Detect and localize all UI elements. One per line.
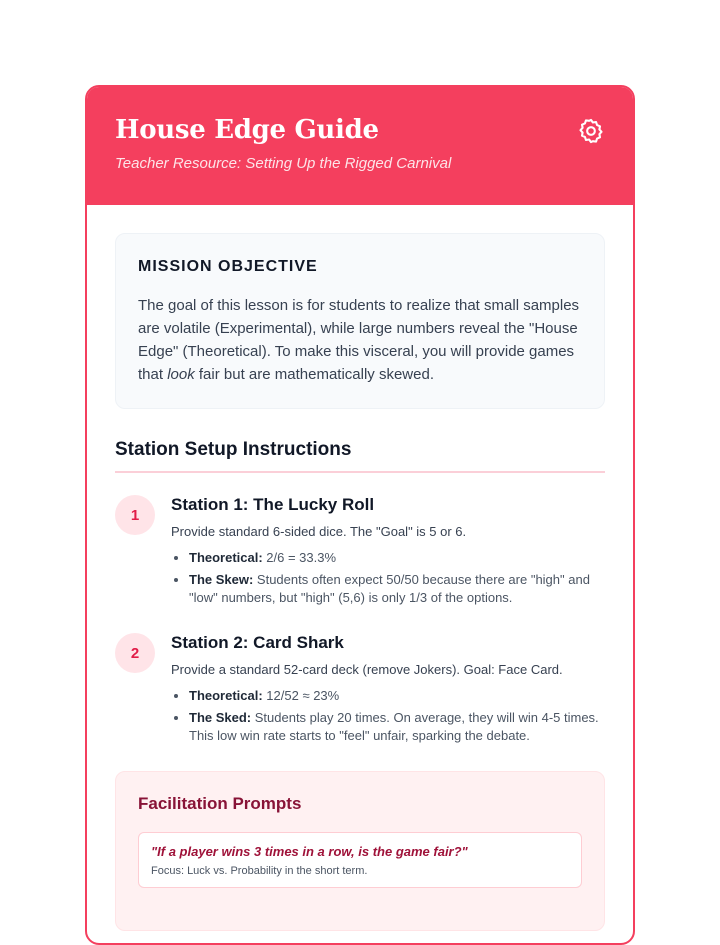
prompt-focus: Focus: Luck vs. Probability in the short term. xyxy=(151,865,368,877)
objective-text: The goal of this lesson is for students to realize that small samples are volatile (Experimental), while large numbers reveal the "House Edge" (Theoretical). To make this visceral, you will provide games that look fair but are mathematically skewed. xyxy=(138,297,580,383)
objective-heading: MISSION OBJECTIVE xyxy=(138,258,318,275)
list-item: • Theoretical: 12/52 ≈ 23% xyxy=(189,687,605,705)
station-number-badge: 2 xyxy=(115,633,155,673)
mission-objective-panel xyxy=(115,233,605,409)
station-title: Station 2: Card Shark xyxy=(171,633,344,652)
list-item: • The Skew: Students often expect 50/50 because there are "high" and "low" numbers, but "high" (5,6) is only 1/3 of the options. xyxy=(189,571,605,607)
station-item xyxy=(115,495,605,611)
prompts-heading: Facilitation Prompts xyxy=(138,794,302,813)
station-details-list xyxy=(171,549,605,607)
station-description: Provide a standard 52-card deck (remove Jokers). Goal: Face Card. xyxy=(171,662,563,677)
facilitation-prompts-panel xyxy=(115,771,605,931)
prompt-card xyxy=(138,832,582,888)
gear-icon[interactable] xyxy=(577,117,605,145)
list-item: • The Sked: Students play 20 times. On average, they will win 4-5 times. This low win rate starts to "feel" unfair, sparking the debate. xyxy=(189,709,605,745)
prompt-question: "If a player wins 3 times in a row, is the game fair?" xyxy=(151,844,468,859)
station-item xyxy=(115,633,605,749)
station-setup-heading: Station Setup Instructions xyxy=(115,439,605,473)
station-number-badge: 1 xyxy=(115,495,155,535)
page-title: House Edge Guide xyxy=(115,115,379,145)
station-description: Provide standard 6-sided dice. The "Goal" is 5 or 6. xyxy=(171,524,467,539)
guide-header xyxy=(87,87,633,205)
station-details-list xyxy=(171,687,605,745)
guide-body xyxy=(87,205,633,931)
list-item: • Theoretical: 2/6 = 33.3% xyxy=(189,549,605,567)
guide-card xyxy=(85,85,635,945)
page-subtitle: Teacher Resource: Setting Up the Rigged Carnival xyxy=(115,155,452,172)
station-title: Station 1: The Lucky Roll xyxy=(171,495,375,514)
